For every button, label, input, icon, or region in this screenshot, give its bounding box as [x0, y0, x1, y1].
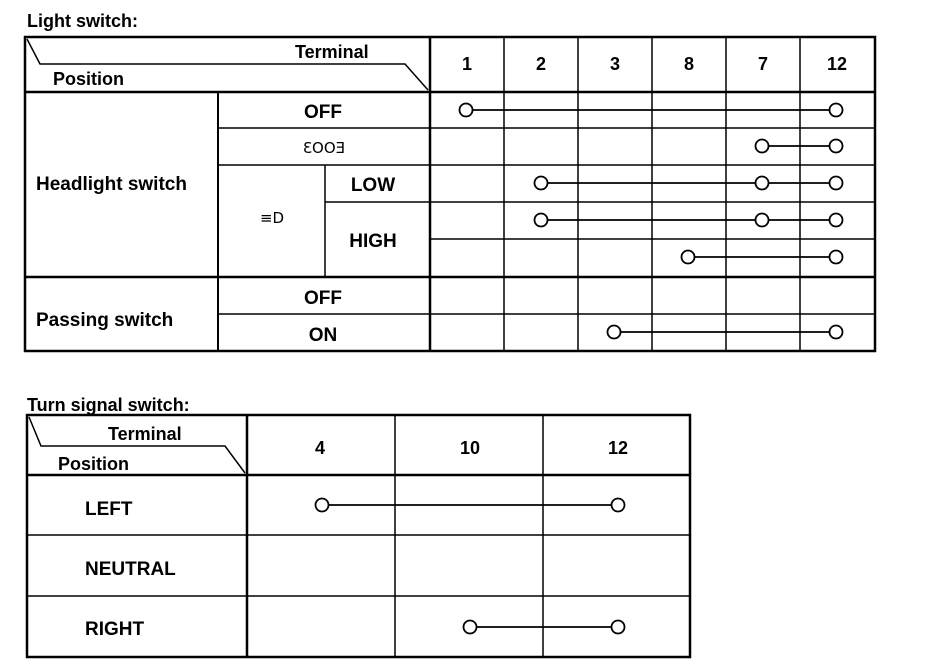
- turn-row-label-left: LEFT: [85, 499, 133, 520]
- terminal-node: [464, 621, 477, 634]
- terminal-node: [830, 104, 843, 117]
- terminal-node: [316, 499, 329, 512]
- terminal-node: [535, 214, 548, 227]
- terminal-header: 4: [314, 438, 326, 458]
- parking-light-icon: ƐOOƎ: [302, 139, 346, 157]
- row-label-high: HIGH: [349, 231, 397, 252]
- connection-passing-on: [608, 326, 843, 339]
- row-label-passing-on: ON: [308, 325, 338, 346]
- turn-row-label-neutral: NEUTRAL: [85, 559, 176, 580]
- terminal-headers: [462, 54, 847, 74]
- terminal-header: 3: [609, 54, 621, 74]
- headlight-icon: ≡D: [259, 209, 285, 227]
- passing-switch-label: Passing switch: [36, 310, 174, 331]
- terminal-node: [756, 214, 769, 227]
- turn-row-label-right: RIGHT: [85, 619, 145, 640]
- terminal-node: [682, 251, 695, 264]
- terminal-node: [612, 621, 625, 634]
- connection-off: [460, 104, 843, 117]
- terminal-node: [756, 177, 769, 190]
- light-switch-title: Light switch:: [27, 11, 138, 31]
- terminal-node: [830, 177, 843, 190]
- header-terminal-label: Terminal: [295, 42, 369, 62]
- connection-parking: [756, 140, 843, 153]
- terminal-node: [830, 251, 843, 264]
- connection-right: [464, 621, 625, 634]
- light-switch-connections: [460, 104, 843, 339]
- terminal-node: [830, 326, 843, 339]
- turn-signal-section: [27, 395, 690, 657]
- row-label-passing-off: OFF: [304, 288, 342, 309]
- terminal-node: [535, 177, 548, 190]
- terminal-header: 1: [461, 54, 473, 74]
- headlight-switch-label: Headlight switch: [36, 174, 187, 195]
- turn-signal-connections: [316, 499, 625, 634]
- turn-header-terminal-label: Terminal: [108, 424, 182, 444]
- turn-header-position-label: Position: [58, 454, 129, 474]
- terminal-node: [756, 140, 769, 153]
- light-switch-section: [25, 11, 875, 351]
- connection-high-a: [535, 214, 843, 227]
- connection-low: [535, 177, 843, 190]
- terminal-header: 2: [535, 54, 547, 74]
- turn-signal-title: Turn signal switch:: [27, 395, 190, 415]
- terminal-header: 12: [826, 54, 848, 74]
- terminal-node: [830, 140, 843, 153]
- terminal-header: 12: [607, 438, 629, 458]
- terminal-node: [460, 104, 473, 117]
- terminal-header: 10: [459, 438, 481, 458]
- terminal-header: 7: [757, 54, 769, 74]
- terminal-node: [608, 326, 621, 339]
- header-position-label: Position: [53, 69, 124, 89]
- connection-high-b: [682, 251, 843, 264]
- turn-terminal-headers: [315, 438, 628, 458]
- terminal-header: 8: [683, 54, 695, 74]
- terminal-node: [612, 499, 625, 512]
- row-label-off: OFF: [304, 102, 342, 123]
- connection-left: [316, 499, 625, 512]
- row-label-low: LOW: [350, 175, 396, 196]
- terminal-node: [830, 214, 843, 227]
